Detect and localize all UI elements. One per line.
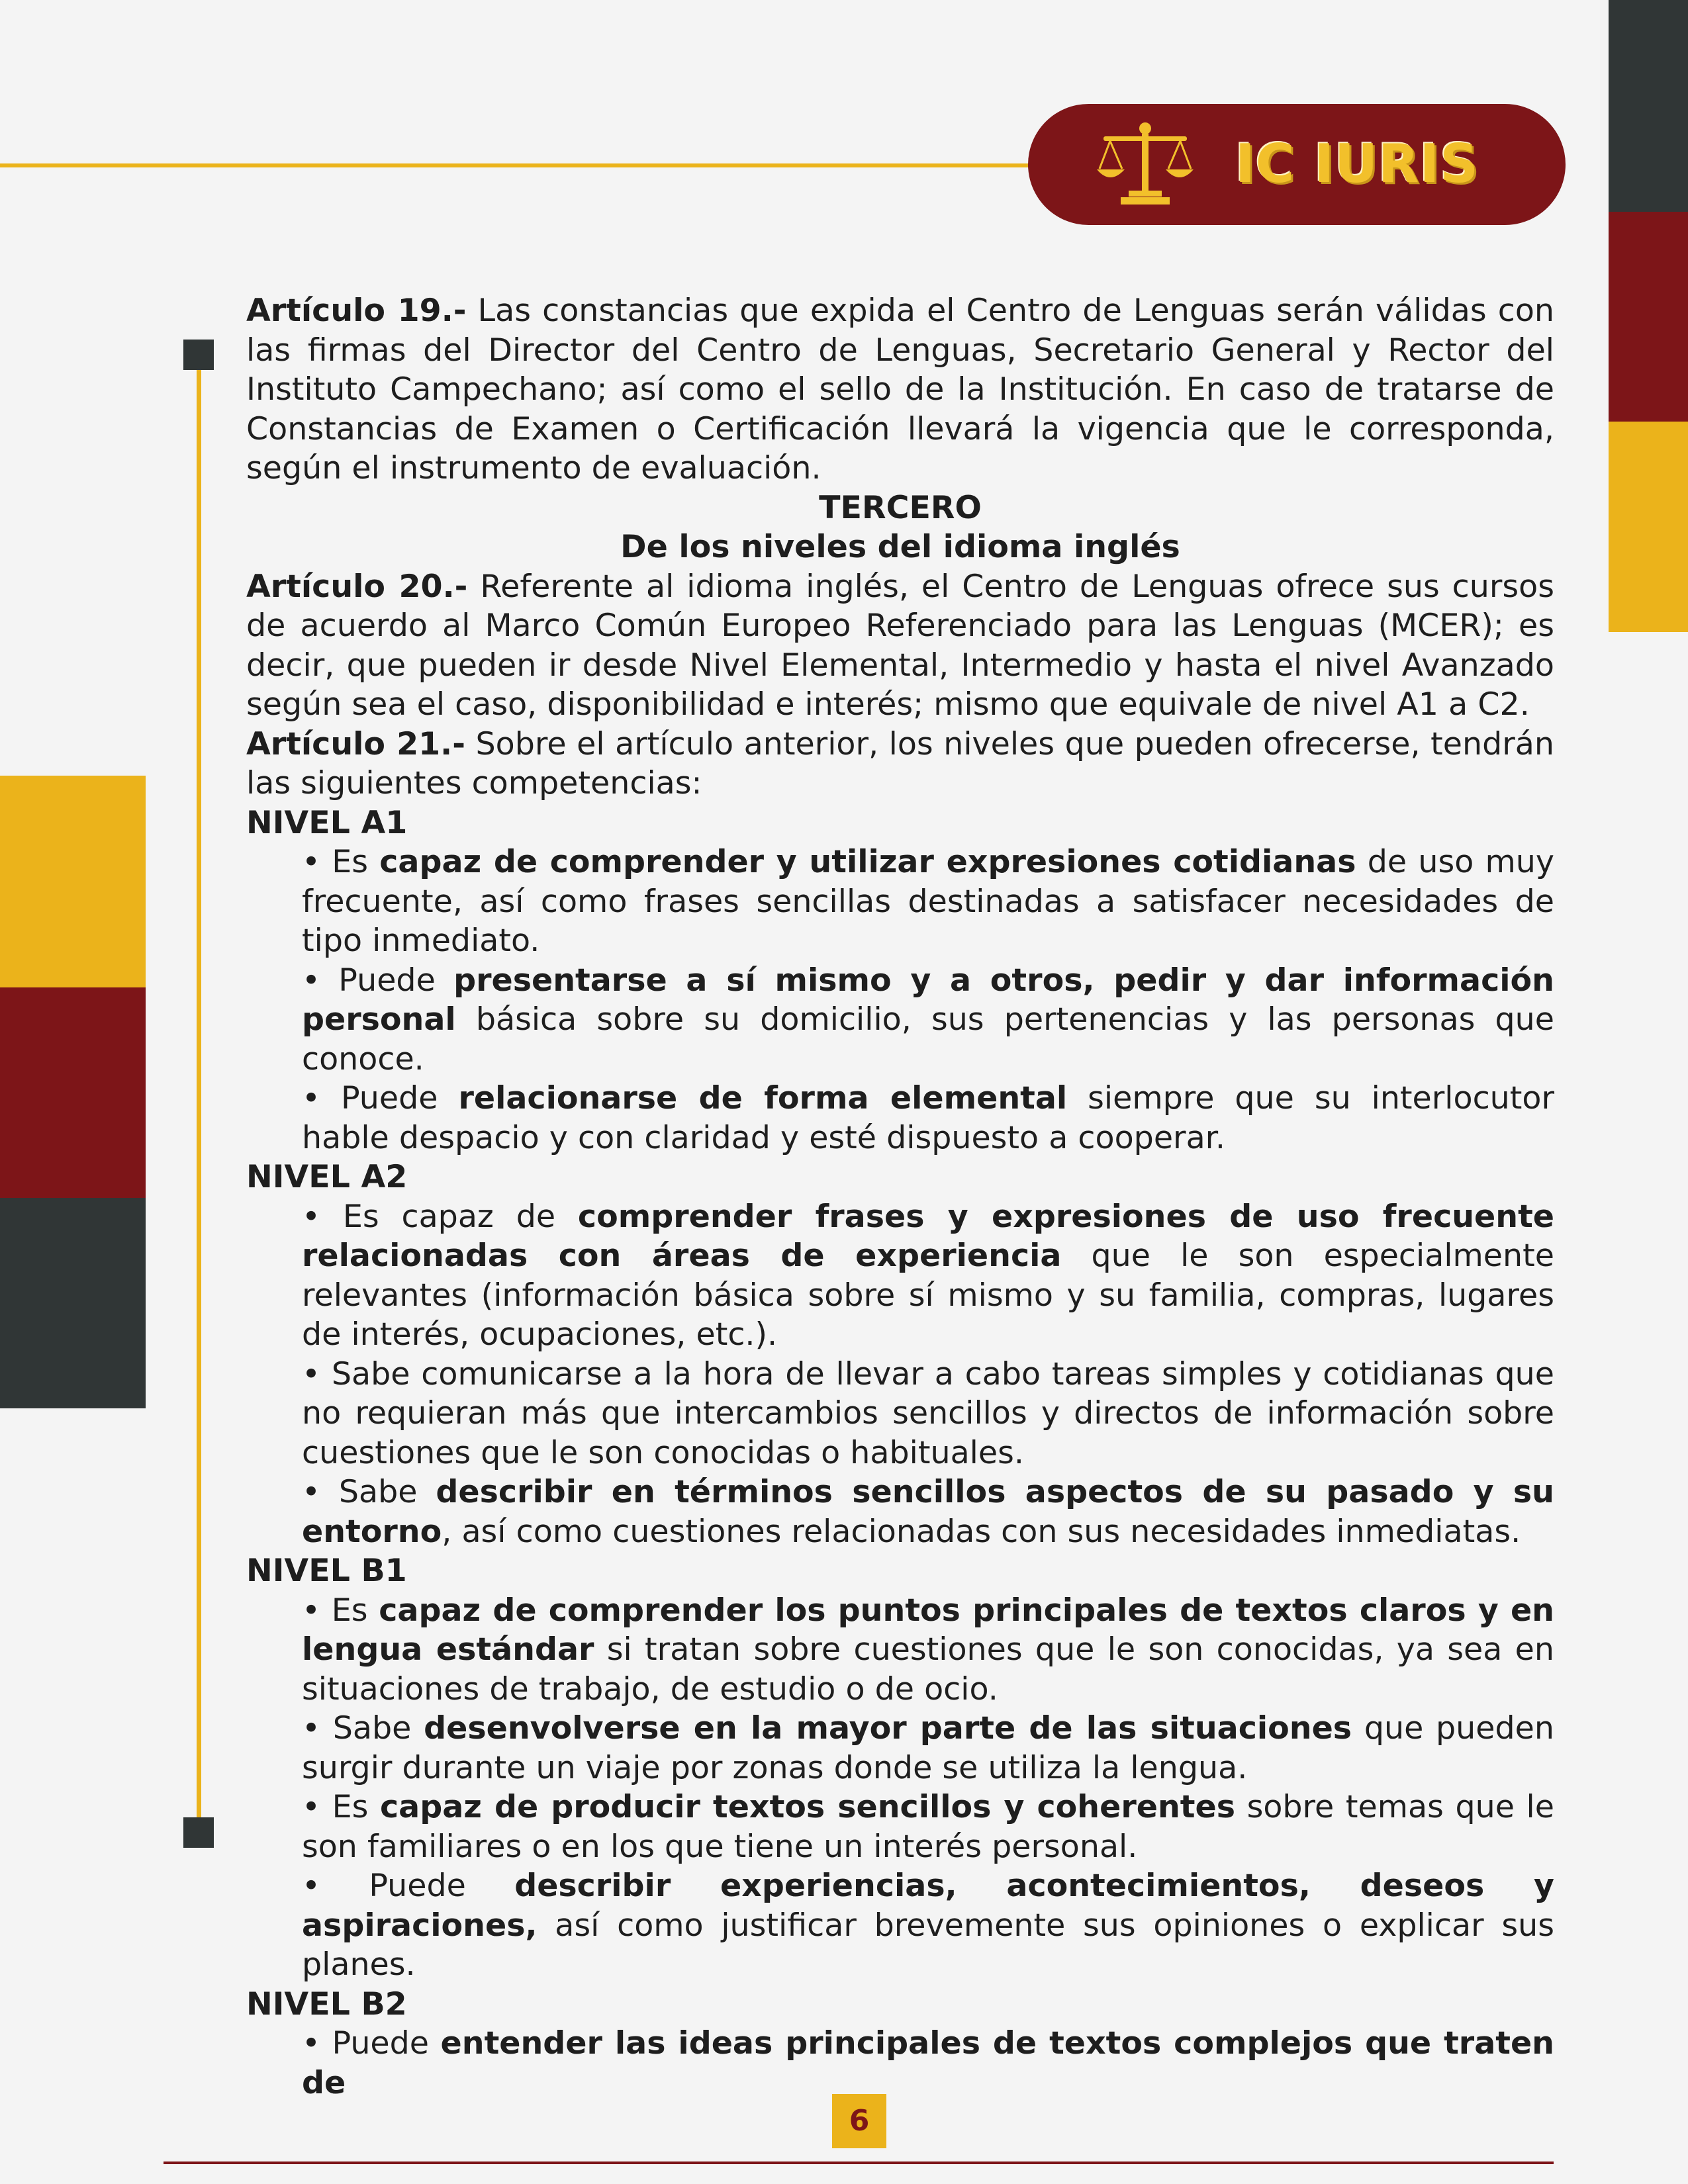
timeline-marker-bottom	[183, 1817, 214, 1848]
footer-rule	[164, 2161, 1554, 2164]
timeline-marker-top	[183, 340, 214, 370]
list-item: • Sabe desenvolverse en la mayor parte de las situaciones que pueden surgir durante un viaje por zonas donde se utiliza la lengua.	[302, 1710, 1554, 1786]
list-item: • Puede entender las ideas principales de textos complejos que traten de	[302, 2025, 1554, 2101]
level-heading-b2: NIVEL B2	[246, 1985, 407, 2023]
level-heading-a2: NIVEL A2	[246, 1159, 408, 1195]
list-item: • Es capaz de comprender frases y expresiones de uso frecuente relacionadas con áreas de experiencia que le son especialmente relevantes (información básica sobre sí mismo y su familia, compras, lugares de interés, ocupaciones, etc.).	[302, 1198, 1554, 1353]
list-item: • Es capaz de comprender y utilizar expresiones cotidianas de uso muy frecuente, así como frases sencillas destinadas a satisfacer necesidades de tipo inmediato.	[302, 844, 1554, 959]
page-number: 6	[849, 2104, 870, 2138]
article-label: Artículo 21.-	[246, 725, 465, 762]
left-bar-charcoal	[0, 1198, 146, 1408]
list-item: • Puede relacionarse de forma elemental siempre que su interlocutor hable despacio y con claridad y esté dispuesto a cooperar.	[302, 1080, 1554, 1156]
list-item: • Puede describir experiencias, acontecimientos, deseos y aspiraciones, así como justificar brevemente sus opiniones o explicar sus planes.	[302, 1868, 1554, 1983]
list-item: • Sabe comunicarse a la hora de llevar a cabo tareas simples y cotidianas que no requieran más que intercambios sencillos y directos de información sobre cuestiones que le son conocidas o habituales.	[302, 1355, 1554, 1471]
article-19: Artículo 19.- Las constancias que expida el Centro de Lenguas serán válidas con las firmas del Director del Centro de Lenguas, Secretario General y Rector del Instituto Campechano; así como el sello de la Institución. En caso de tratarse de Constancias de Examen o Certificación llevará la vigencia que le corresponda, según el instrumento de evaluación.	[246, 293, 1554, 486]
section-title: De los niveles del idioma inglés	[620, 529, 1180, 565]
right-bar-maroon	[1609, 212, 1688, 422]
left-bar-maroon	[0, 987, 146, 1198]
article-20: Artículo 20.- Referente al idioma inglés, el Centro de Lenguas ofrece sus cursos de acuerdo al Marco Común Europeo Referenciado para las Lenguas (MCER); es decir, que pueden ir desde Nivel Elemental, Intermedio y hasta el nivel Avanzado según sea el caso, disponibilidad e interés; mismo que equivale de nivel A1 a C2.	[246, 568, 1554, 723]
document-body	[246, 291, 1554, 2103]
header-rule	[0, 163, 1033, 167]
list-item: • Es capaz de comprender los puntos principales de textos claros y en lengua estándar si tratan sobre cuestiones que le son conocidas, ya sea en situaciones de trabajo, de estudio o de ocio.	[302, 1592, 1554, 1707]
list-item: • Sabe describir en términos sencillos aspectos de su pasado y su entorno, así como cuestiones relacionadas con sus necesidades inmediatas.	[302, 1474, 1554, 1550]
level-heading-b1: NIVEL B1	[246, 1553, 407, 1589]
right-bar-charcoal	[1609, 0, 1688, 212]
article-label: Artículo 20.-	[246, 568, 468, 605]
list-item: • Es capaz de producir textos sencillos y coherentes sobre temas que le son familiares o en los que tiene un interés personal.	[302, 1789, 1554, 1865]
scales-of-justice-icon	[1096, 119, 1195, 208]
list-item: • Puede presentarse a sí mismo y a otros, pedir y dar información personal básica sobre su domicilio, sus pertenencias y las personas que conoce.	[302, 962, 1554, 1077]
timeline-rule	[197, 354, 201, 1827]
article-21: Artículo 21.- Sobre el artículo anterior, los niveles que pueden ofrecerse, tendrán las siguientes competencias:	[246, 725, 1555, 801]
section-number: TERCERO	[819, 489, 982, 526]
article-label: Artículo 19.-	[246, 293, 467, 329]
level-heading-a1: NIVEL A1	[246, 804, 408, 841]
right-bar-gold	[1609, 422, 1688, 632]
left-bar-gold	[0, 776, 146, 987]
brand-title: IC IURIS	[1235, 133, 1479, 195]
